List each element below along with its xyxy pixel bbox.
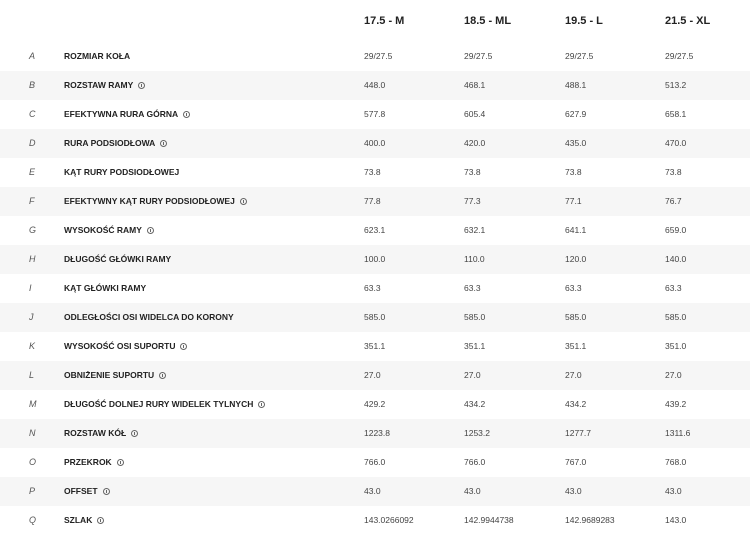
value-cell: 63.3 bbox=[364, 283, 381, 293]
value-cell: 585.0 bbox=[565, 312, 587, 322]
value-cell: 1311.6 bbox=[665, 428, 691, 438]
value-cell: 400.0 bbox=[364, 138, 386, 148]
value-cell: 488.1 bbox=[565, 80, 587, 90]
row-name-text: DŁUGOŚĆ GŁÓWKI RAMY bbox=[64, 254, 172, 264]
table-row bbox=[0, 274, 750, 303]
row-name bbox=[64, 457, 124, 467]
info-icon[interactable] bbox=[117, 459, 124, 466]
table-row bbox=[0, 390, 750, 419]
value-cell: 43.0 bbox=[565, 486, 582, 496]
value-cell: 513.2 bbox=[665, 80, 687, 90]
table-row bbox=[0, 42, 750, 71]
info-icon[interactable] bbox=[138, 82, 145, 89]
table-row bbox=[0, 158, 750, 187]
value-cell: 142.9689283 bbox=[565, 515, 615, 525]
value-cell: 29/27.5 bbox=[464, 51, 493, 61]
row-name bbox=[64, 312, 234, 322]
table-row bbox=[0, 303, 750, 332]
info-icon[interactable] bbox=[103, 488, 110, 495]
row-name bbox=[64, 341, 187, 351]
row-letter: H bbox=[29, 254, 36, 264]
row-letter: G bbox=[29, 225, 37, 235]
value-cell: 1223.8 bbox=[364, 428, 390, 438]
value-cell: 468.1 bbox=[464, 80, 486, 90]
value-cell: 585.0 bbox=[364, 312, 386, 322]
value-cell: 1277.7 bbox=[565, 428, 591, 438]
value-cell: 351.1 bbox=[364, 341, 386, 351]
info-icon[interactable] bbox=[180, 343, 187, 350]
row-name bbox=[64, 196, 247, 206]
row-letter: C bbox=[29, 109, 36, 119]
row-letter: I bbox=[29, 283, 32, 293]
row-name bbox=[64, 167, 179, 177]
table-row bbox=[0, 216, 750, 245]
row-name bbox=[64, 370, 166, 380]
size-header-l[interactable]: 19.5 - L bbox=[565, 15, 603, 27]
table-row bbox=[0, 477, 750, 506]
value-cell: 623.1 bbox=[364, 225, 386, 235]
info-icon[interactable] bbox=[159, 372, 166, 379]
size-header-xl[interactable]: 21.5 - XL bbox=[665, 15, 711, 27]
value-cell: 73.8 bbox=[364, 167, 381, 177]
row-letter: L bbox=[29, 370, 35, 380]
value-cell: 143.0266092 bbox=[364, 515, 414, 525]
info-icon[interactable] bbox=[147, 227, 154, 234]
row-letter: F bbox=[29, 196, 35, 206]
row-name bbox=[64, 109, 190, 119]
value-cell: 120.0 bbox=[565, 254, 587, 264]
value-cell: 429.2 bbox=[364, 399, 386, 409]
value-cell: 766.0 bbox=[364, 457, 386, 467]
value-cell: 585.0 bbox=[665, 312, 687, 322]
table-row bbox=[0, 100, 750, 129]
info-icon[interactable] bbox=[240, 198, 247, 205]
value-cell: 27.0 bbox=[364, 370, 381, 380]
value-cell: 29/27.5 bbox=[364, 51, 393, 61]
row-name bbox=[64, 51, 130, 61]
table-row bbox=[0, 129, 750, 158]
value-cell: 73.8 bbox=[464, 167, 481, 177]
row-name-text: SZLAK bbox=[64, 515, 93, 525]
info-icon[interactable] bbox=[258, 401, 265, 408]
table-row bbox=[0, 361, 750, 390]
value-cell: 77.3 bbox=[464, 196, 481, 206]
value-cell: 27.0 bbox=[665, 370, 682, 380]
row-name-text: ROZMIAR KOŁA bbox=[64, 51, 131, 61]
value-cell: 100.0 bbox=[364, 254, 386, 264]
row-name-text: RURA PODSIODŁOWA bbox=[64, 138, 156, 148]
value-cell: 140.0 bbox=[665, 254, 687, 264]
row-name bbox=[64, 80, 145, 90]
value-cell: 351.0 bbox=[665, 341, 687, 351]
value-cell: 77.8 bbox=[364, 196, 381, 206]
value-cell: 577.8 bbox=[364, 109, 386, 119]
row-letter: B bbox=[29, 80, 36, 90]
row-letter: Q bbox=[29, 515, 37, 525]
row-name bbox=[64, 515, 104, 525]
value-cell: 27.0 bbox=[565, 370, 582, 380]
row-name bbox=[64, 428, 138, 438]
row-name-text: DŁUGOŚĆ DOLNEJ RURY WIDELEK TYLNYCH bbox=[64, 399, 254, 409]
row-letter: J bbox=[29, 312, 34, 322]
value-cell: 448.0 bbox=[364, 80, 386, 90]
row-name-text: KĄT RURY PODSIODŁOWEJ bbox=[64, 167, 180, 177]
row-letter: N bbox=[29, 428, 36, 438]
table-row bbox=[0, 419, 750, 448]
row-name-text: EFEKTYWNY KĄT RURY PODSIODŁOWEJ bbox=[64, 196, 235, 206]
row-name-text: ODLEGŁOŚCI OSI WIDELCA DO KORONY bbox=[64, 312, 234, 322]
value-cell: 73.8 bbox=[665, 167, 682, 177]
row-letter: K bbox=[29, 341, 36, 351]
value-cell: 420.0 bbox=[464, 138, 486, 148]
size-header-ml[interactable]: 18.5 - ML bbox=[464, 15, 512, 27]
value-cell: 27.0 bbox=[464, 370, 481, 380]
row-name bbox=[64, 225, 154, 235]
value-cell: 435.0 bbox=[565, 138, 587, 148]
info-icon[interactable] bbox=[160, 140, 167, 147]
value-cell: 63.3 bbox=[665, 283, 682, 293]
row-letter: E bbox=[29, 167, 36, 177]
value-cell: 143.0 bbox=[665, 515, 687, 525]
value-cell: 470.0 bbox=[665, 138, 687, 148]
table-row bbox=[0, 448, 750, 477]
size-header-m[interactable]: 17.5 - M bbox=[364, 15, 405, 27]
value-cell: 1253.2 bbox=[464, 428, 490, 438]
row-letter: P bbox=[29, 486, 36, 496]
row-name-text: EFEKTYWNA RURA GÓRNA bbox=[64, 109, 179, 119]
value-cell: 29/27.5 bbox=[565, 51, 594, 61]
row-name-text: PRZEKROK bbox=[64, 457, 112, 467]
row-name-text: WYSOKOŚĆ RAMY bbox=[64, 225, 142, 235]
value-cell: 142.9944738 bbox=[464, 515, 514, 525]
value-cell: 585.0 bbox=[464, 312, 486, 322]
value-cell: 63.3 bbox=[565, 283, 582, 293]
value-cell: 766.0 bbox=[464, 457, 486, 467]
row-name-text: WYSOKOŚĆ OSI SUPORTU bbox=[64, 341, 176, 351]
row-letter: D bbox=[29, 138, 36, 148]
value-cell: 658.1 bbox=[665, 109, 687, 119]
row-name-text: ROZSTAW KÓŁ bbox=[64, 428, 127, 438]
table-row bbox=[0, 332, 750, 361]
table-header bbox=[0, 0, 750, 42]
value-cell: 29/27.5 bbox=[665, 51, 694, 61]
row-name bbox=[64, 254, 171, 264]
table-row bbox=[0, 245, 750, 274]
table-row bbox=[0, 506, 750, 535]
value-cell: 63.3 bbox=[464, 283, 481, 293]
value-cell: 641.1 bbox=[565, 225, 587, 235]
row-letter: A bbox=[29, 51, 36, 61]
value-cell: 659.0 bbox=[665, 225, 687, 235]
row-name bbox=[64, 283, 146, 293]
row-name-text: OFFSET bbox=[64, 486, 98, 496]
value-cell: 43.0 bbox=[364, 486, 381, 496]
value-cell: 43.0 bbox=[464, 486, 481, 496]
table-row bbox=[0, 187, 750, 216]
info-icon[interactable] bbox=[97, 517, 104, 524]
value-cell: 768.0 bbox=[665, 457, 687, 467]
info-icon[interactable] bbox=[183, 111, 190, 118]
value-cell: 632.1 bbox=[464, 225, 486, 235]
value-cell: 110.0 bbox=[464, 254, 485, 264]
row-name bbox=[64, 486, 110, 496]
row-name-text: KĄT GŁÓWKI RAMY bbox=[64, 283, 147, 293]
value-cell: 77.1 bbox=[565, 196, 582, 206]
table-row bbox=[0, 71, 750, 100]
info-icon[interactable] bbox=[131, 430, 138, 437]
value-cell: 73.8 bbox=[565, 167, 582, 177]
value-cell: 627.9 bbox=[565, 109, 587, 119]
row-name bbox=[64, 138, 167, 148]
value-cell: 351.1 bbox=[565, 341, 587, 351]
value-cell: 439.2 bbox=[665, 399, 687, 409]
row-letter: M bbox=[29, 399, 37, 409]
value-cell: 76.7 bbox=[665, 196, 682, 206]
row-name bbox=[64, 399, 265, 409]
row-letter: O bbox=[29, 457, 37, 467]
value-cell: 434.2 bbox=[464, 399, 486, 409]
value-cell: 767.0 bbox=[565, 457, 587, 467]
value-cell: 605.4 bbox=[464, 109, 486, 119]
value-cell: 43.0 bbox=[665, 486, 682, 496]
value-cell: 351.1 bbox=[464, 341, 486, 351]
value-cell: 434.2 bbox=[565, 399, 587, 409]
row-name-text: OBNIŻENIE SUPORTU bbox=[64, 370, 155, 380]
row-name-text: ROZSTAW RAMY bbox=[64, 80, 134, 90]
